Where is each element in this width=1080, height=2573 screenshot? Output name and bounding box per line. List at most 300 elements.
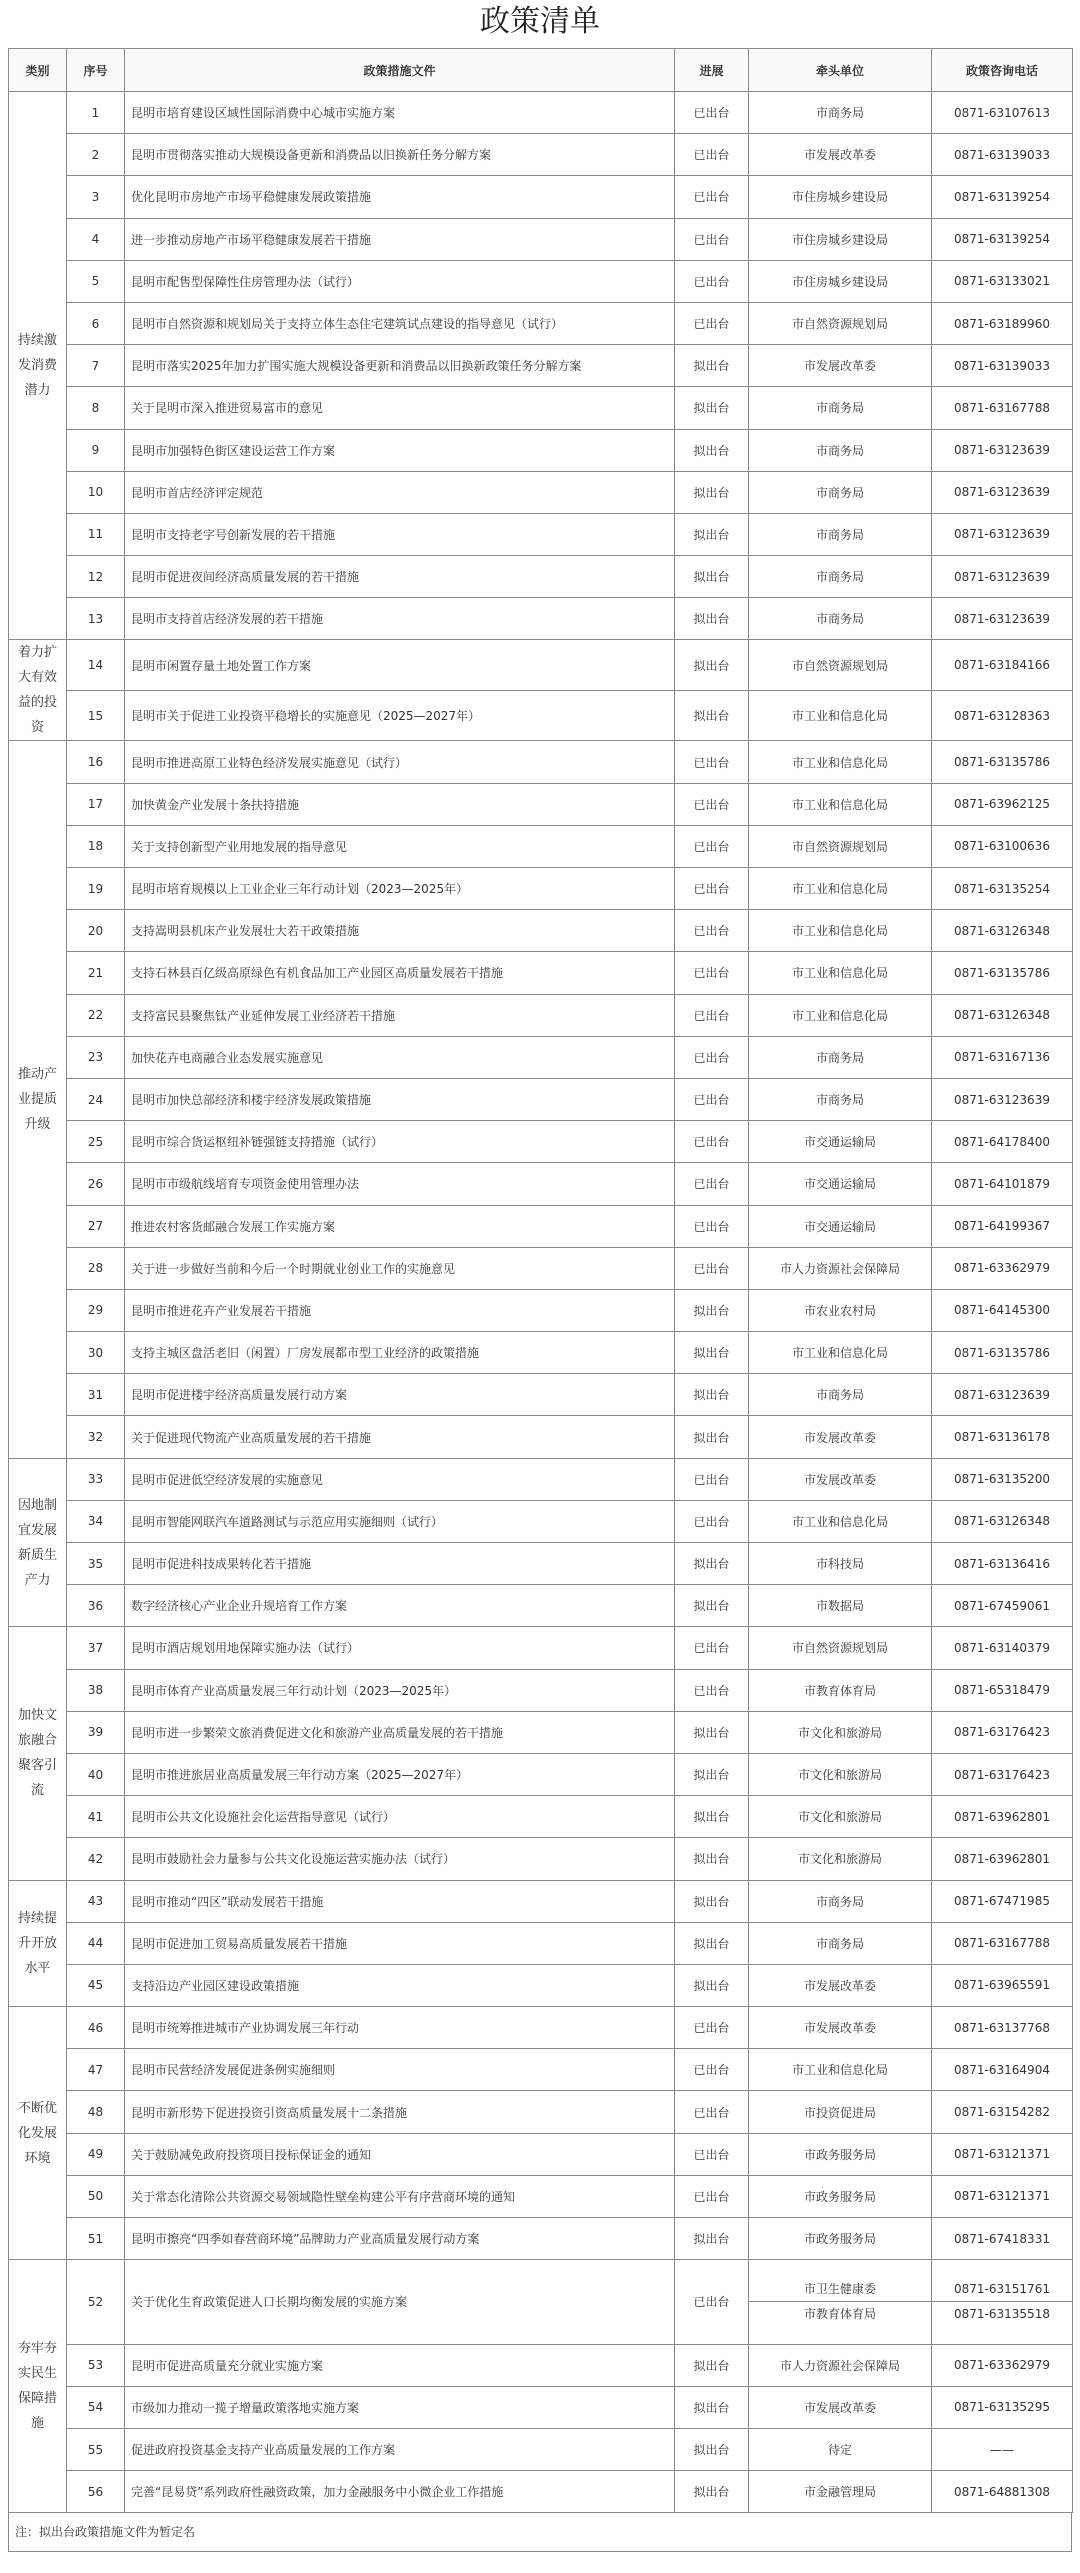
progress-status: 已出台 bbox=[675, 2049, 749, 2091]
progress-status: 拟出台 bbox=[675, 1796, 749, 1838]
policy-name: 昆明市统筹推进城市产业协调发展三年行动 bbox=[125, 2007, 675, 2049]
row-number: 33 bbox=[67, 1458, 125, 1500]
phone-number: 0871-63126348 bbox=[932, 994, 1073, 1036]
lead-unit: 市金融管理局 bbox=[749, 2471, 932, 2513]
policy-name: 促进政府投资基金支持产业高质量发展的工作方案 bbox=[125, 2428, 675, 2470]
phone-number: 0871-67471985 bbox=[932, 1880, 1073, 1922]
policy-name: 昆明市关于促进工业投资平稳增长的实施意见（2025—2027年） bbox=[125, 690, 675, 741]
progress-status: 已出台 bbox=[675, 741, 749, 783]
policy-name: 昆明市首店经济评定规范 bbox=[125, 471, 675, 513]
phone-number: 0871-67459061 bbox=[932, 1585, 1073, 1627]
policy-name: 进一步推动房地产市场平稳健康发展若干措施 bbox=[125, 218, 675, 260]
table-row bbox=[9, 1585, 1073, 1627]
row-number: 14 bbox=[67, 640, 125, 691]
progress-status: 已出台 bbox=[675, 952, 749, 994]
policy-name: 昆明市促进夜间经济高质量发展的若干措施 bbox=[125, 556, 675, 598]
table-row bbox=[9, 910, 1073, 952]
policy-name: 昆明市进一步繁荣文旅消费促进文化和旅游产业高质量发展的若干措施 bbox=[125, 1711, 675, 1753]
progress-status: 拟出台 bbox=[675, 1964, 749, 2006]
phone-number: 0871-63135254 bbox=[932, 868, 1073, 910]
progress-status: 已出台 bbox=[675, 2091, 749, 2133]
lead-unit: 市文化和旅游局 bbox=[749, 1753, 932, 1795]
policy-name: 市级加力推动一揽子增量政策落地实施方案 bbox=[125, 2386, 675, 2428]
row-number: 56 bbox=[67, 2471, 125, 2513]
table-row bbox=[9, 1247, 1073, 1289]
progress-status: 已出台 bbox=[675, 994, 749, 1036]
policy-name: 关于优化生育政策促进人口长期均衡发展的实施方案 bbox=[125, 2260, 675, 2344]
lead-unit: 市交通运输局 bbox=[749, 1121, 932, 1163]
table-row bbox=[9, 1289, 1073, 1331]
table-row bbox=[9, 1205, 1073, 1247]
category-cell: 因地制宜发展新质生产力 bbox=[9, 1458, 67, 1627]
phone-number: 0871-63139033 bbox=[932, 345, 1073, 387]
table-row bbox=[9, 868, 1073, 910]
table-row bbox=[9, 2471, 1073, 2513]
progress-status: 拟出台 bbox=[675, 1880, 749, 1922]
row-number: 10 bbox=[67, 471, 125, 513]
table-row bbox=[9, 513, 1073, 555]
progress-status: 拟出台 bbox=[675, 640, 749, 691]
phone-number: 0871-63139254 bbox=[932, 176, 1073, 218]
table-row bbox=[9, 2344, 1073, 2386]
lead-unit: 市工业和信息化局 bbox=[749, 783, 932, 825]
table-row bbox=[9, 2386, 1073, 2428]
progress-status: 已出台 bbox=[675, 1205, 749, 1247]
lead-unit: 市科技局 bbox=[749, 1543, 932, 1585]
lead-unit: 市商务局 bbox=[749, 513, 932, 555]
row-number: 22 bbox=[67, 994, 125, 1036]
lead-unit: 市自然资源规划局 bbox=[749, 1627, 932, 1669]
phone-number: 0871-63151761 bbox=[954, 2282, 1050, 2297]
phone-number: 0871-63176423 bbox=[932, 1753, 1073, 1795]
phone-number: 0871-63123639 bbox=[932, 513, 1073, 555]
progress-status: 拟出台 bbox=[675, 2218, 749, 2260]
progress-status: 拟出台 bbox=[675, 1838, 749, 1880]
row-number: 21 bbox=[67, 952, 125, 994]
table-row bbox=[9, 471, 1073, 513]
phone-number: 0871-63136178 bbox=[932, 1416, 1073, 1458]
phone-number: 0871-63107613 bbox=[932, 92, 1073, 134]
phone-number: 0871-63126348 bbox=[932, 910, 1073, 952]
lead-unit: 市工业和信息化局 bbox=[749, 910, 932, 952]
header-progress: 进展 bbox=[675, 49, 749, 92]
table-row bbox=[9, 1543, 1073, 1585]
progress-status: 已出台 bbox=[675, 1247, 749, 1289]
row-number: 43 bbox=[67, 1880, 125, 1922]
lead-unit: 市发展改革委 bbox=[749, 1416, 932, 1458]
row-number: 54 bbox=[67, 2386, 125, 2428]
policy-name: 昆明市贯彻落实推动大规模设备更新和消费品以旧换新任务分解方案 bbox=[125, 134, 675, 176]
row-number: 34 bbox=[67, 1500, 125, 1542]
lead-unit: 市商务局 bbox=[749, 92, 932, 134]
table-row bbox=[9, 1753, 1073, 1795]
policy-name: 优化昆明市房地产市场平稳健康发展政策措施 bbox=[125, 176, 675, 218]
progress-status: 拟出台 bbox=[675, 1543, 749, 1585]
phone-number: 0871-63135786 bbox=[932, 1332, 1073, 1374]
row-number: 46 bbox=[67, 2007, 125, 2049]
row-number: 30 bbox=[67, 1332, 125, 1374]
policy-name: 支持嵩明县机床产业发展壮大若干政策措施 bbox=[125, 910, 675, 952]
category-cell: 夯牢夯实民生保障措施 bbox=[9, 2260, 67, 2513]
progress-status: 拟出台 bbox=[675, 345, 749, 387]
lead-unit: 市数据局 bbox=[749, 1585, 932, 1627]
table-row bbox=[9, 92, 1073, 134]
row-number: 20 bbox=[67, 910, 125, 952]
table-row bbox=[9, 1838, 1073, 1880]
policy-name: 完善“昆易贷”系列政府性融资政策，加力金融服务中小微企业工作措施 bbox=[125, 2471, 675, 2513]
progress-status: 已出台 bbox=[675, 218, 749, 260]
row-number: 11 bbox=[67, 513, 125, 555]
progress-status: 已出台 bbox=[675, 2133, 749, 2175]
row-number: 31 bbox=[67, 1374, 125, 1416]
table-row bbox=[9, 556, 1073, 598]
progress-status: 已出台 bbox=[675, 1500, 749, 1542]
row-number: 16 bbox=[67, 741, 125, 783]
phone-number: 0871-63362979 bbox=[932, 1247, 1073, 1289]
lead-unit: 市工业和信息化局 bbox=[749, 994, 932, 1036]
row-number: 41 bbox=[67, 1796, 125, 1838]
row-number: 5 bbox=[67, 260, 125, 302]
policy-name: 昆明市鼓励社会力量参与公共文化设施运营实施办法（试行） bbox=[125, 1838, 675, 1880]
phone-number: 0871-63140379 bbox=[932, 1627, 1073, 1669]
row-number: 50 bbox=[67, 2175, 125, 2217]
lead-unit: 市发展改革委 bbox=[749, 1458, 932, 1500]
table-row bbox=[9, 825, 1073, 867]
row-number: 47 bbox=[67, 2049, 125, 2091]
progress-status: 拟出台 bbox=[675, 513, 749, 555]
row-number: 25 bbox=[67, 1121, 125, 1163]
progress-status: 已出台 bbox=[675, 1036, 749, 1078]
table-row bbox=[9, 2175, 1073, 2217]
progress-status: 拟出台 bbox=[675, 1585, 749, 1627]
policy-name: 推进农村客货邮融合发展工作实施方案 bbox=[125, 1205, 675, 1247]
policy-name: 关于促进现代物流产业高质量发展的若干措施 bbox=[125, 1416, 675, 1458]
lead-unit: 市交通运输局 bbox=[749, 1163, 932, 1205]
progress-status: 已出台 bbox=[675, 2175, 749, 2217]
table-row bbox=[9, 1121, 1073, 1163]
lead-unit: 市商务局 bbox=[749, 1078, 932, 1120]
policy-name: 昆明市公共文化设施社会化运营指导意见（试行） bbox=[125, 1796, 675, 1838]
policy-name: 昆明市配售型保障性住房管理办法（试行） bbox=[125, 260, 675, 302]
lead-unit: 市农业农村局 bbox=[749, 1289, 932, 1331]
row-number: 35 bbox=[67, 1543, 125, 1585]
table-row bbox=[9, 994, 1073, 1036]
table-row bbox=[9, 741, 1073, 783]
row-number: 7 bbox=[67, 345, 125, 387]
phone-number: 0871-63123639 bbox=[932, 1374, 1073, 1416]
table-row bbox=[9, 783, 1073, 825]
progress-status: 拟出台 bbox=[675, 1922, 749, 1964]
table-row bbox=[9, 1669, 1073, 1711]
policy-name: 昆明市智能网联汽车道路测试与示范应用实施细则（试行） bbox=[125, 1500, 675, 1542]
phone-number: 0871-63135200 bbox=[932, 1458, 1073, 1500]
lead-unit: 市商务局 bbox=[749, 556, 932, 598]
progress-status: 拟出台 bbox=[675, 1374, 749, 1416]
phone-number: 0871-65318479 bbox=[932, 1669, 1073, 1711]
lead-unit: 市政务服务局 bbox=[749, 2175, 932, 2217]
category-cell: 持续激发消费潜力 bbox=[9, 92, 67, 640]
policy-name: 昆明市支持首店经济发展的若干措施 bbox=[125, 598, 675, 640]
category-cell: 持续提升开放水平 bbox=[9, 1880, 67, 2007]
policy-name: 昆明市促进科技成果转化若干措施 bbox=[125, 1543, 675, 1585]
table-row bbox=[9, 640, 1073, 691]
phone-number: 0871-63176423 bbox=[932, 1711, 1073, 1753]
row-number: 36 bbox=[67, 1585, 125, 1627]
lead-unit: 市工业和信息化局 bbox=[749, 690, 932, 741]
table-row bbox=[9, 2091, 1073, 2133]
policy-name: 数字经济核心产业企业升规培育工作方案 bbox=[125, 1585, 675, 1627]
category-cell: 推动产业提质升级 bbox=[9, 741, 67, 1458]
category-cell: 加快文旅融合聚客引流 bbox=[9, 1627, 67, 1880]
progress-status: 已出台 bbox=[675, 1163, 749, 1205]
row-number: 9 bbox=[67, 429, 125, 471]
table-row bbox=[9, 1711, 1073, 1753]
lead-unit: 市人力资源社会保障局 bbox=[749, 1247, 932, 1289]
row-number: 24 bbox=[67, 1078, 125, 1120]
progress-status: 已出台 bbox=[675, 1121, 749, 1163]
phone-number: 0871-63126348 bbox=[932, 1500, 1073, 1542]
phone-number: 0871-63167136 bbox=[932, 1036, 1073, 1078]
row-number: 23 bbox=[67, 1036, 125, 1078]
row-number: 28 bbox=[67, 1247, 125, 1289]
progress-status: 拟出台 bbox=[675, 1289, 749, 1331]
policy-name: 昆明市推进旅居业高质量发展三年行动方案（2025—2027年） bbox=[125, 1753, 675, 1795]
policy-name: 昆明市促进楼宇经济高质量发展行动方案 bbox=[125, 1374, 675, 1416]
header-lead-unit: 牵头单位 bbox=[749, 49, 932, 92]
policy-name: 昆明市促进加工贸易高质量发展若干措施 bbox=[125, 1922, 675, 1964]
lead-unit: 市工业和信息化局 bbox=[749, 868, 932, 910]
lead-unit: 市政务服务局 bbox=[749, 2133, 932, 2175]
table-row bbox=[9, 2133, 1073, 2175]
policy-name: 昆明市支持老字号创新发展的若干措施 bbox=[125, 513, 675, 555]
table-row bbox=[9, 952, 1073, 994]
progress-status: 拟出台 bbox=[675, 1711, 749, 1753]
row-number: 27 bbox=[67, 1205, 125, 1247]
lead-unit: 市工业和信息化局 bbox=[749, 1500, 932, 1542]
lead-unit: 市发展改革委 bbox=[749, 2007, 932, 2049]
lead-unit: 市工业和信息化局 bbox=[749, 741, 932, 783]
lead-unit: 市发展改革委 bbox=[749, 2386, 932, 2428]
row-number: 52 bbox=[67, 2260, 125, 2344]
policy-name: 昆明市培育规模以上工业企业三年行动计划（2023—2025年） bbox=[125, 868, 675, 910]
table-row bbox=[9, 1880, 1073, 1922]
category-cell: 着力扩大有效益的投资 bbox=[9, 640, 67, 741]
progress-status: 已出台 bbox=[675, 302, 749, 344]
phone-number: 0871-63121371 bbox=[932, 2175, 1073, 2217]
policy-name: 支持富民县聚焦钛产业延伸发展工业经济若干措施 bbox=[125, 994, 675, 1036]
policy-name: 关于进一步做好当前和今后一个时期就业创业工作的实施意见 bbox=[125, 1247, 675, 1289]
header-document: 政策措施文件 bbox=[125, 49, 675, 92]
lead-unit: 市自然资源规划局 bbox=[749, 825, 932, 867]
row-number: 17 bbox=[67, 783, 125, 825]
table-row bbox=[9, 1374, 1073, 1416]
policy-name: 加快黄金产业发展十条扶持措施 bbox=[125, 783, 675, 825]
row-number: 55 bbox=[67, 2428, 125, 2470]
policy-name: 关于常态化清除公共资源交易领域隐性壁垒构建公平有序营商环境的通知 bbox=[125, 2175, 675, 2217]
phone-number: 0871-63965591 bbox=[932, 1964, 1073, 2006]
table-row bbox=[9, 134, 1073, 176]
footnote: 注：拟出台政策措施文件为暂定名 bbox=[8, 2513, 1072, 2552]
table-header-row bbox=[9, 49, 1073, 92]
policy-name: 支持石林县百亿级高原绿色有机食品加工产业园区高质量发展若干措施 bbox=[125, 952, 675, 994]
lead-unit: 市商务局 bbox=[749, 1922, 932, 1964]
table-row bbox=[9, 1627, 1073, 1669]
table-row bbox=[9, 2260, 1073, 2344]
policy-name: 昆明市推进高原工业特色经济发展实施意见（试行） bbox=[125, 741, 675, 783]
progress-status: 已出台 bbox=[675, 260, 749, 302]
policy-name: 昆明市推动“四区”联动发展若干措施 bbox=[125, 1880, 675, 1922]
lead-unit: 市政务服务局 bbox=[749, 2218, 932, 2260]
phone-number: 0871-63136416 bbox=[932, 1543, 1073, 1585]
policy-name: 昆明市落实2025年加力扩围实施大规模设备更新和消费品以旧换新政策任务分解方案 bbox=[125, 345, 675, 387]
header-phone: 政策咨询电话 bbox=[932, 49, 1073, 92]
policy-name: 昆明市加快总部经济和楼宇经济发展政策措施 bbox=[125, 1078, 675, 1120]
progress-status: 已出台 bbox=[675, 783, 749, 825]
lead-unit: 市交通运输局 bbox=[749, 1205, 932, 1247]
phone-number: 0871-63135295 bbox=[932, 2386, 1073, 2428]
policy-name: 昆明市酒店规划用地保障实施办法（试行） bbox=[125, 1627, 675, 1669]
table-row bbox=[9, 1163, 1073, 1205]
phone-number: 0871-67418331 bbox=[932, 2218, 1073, 2260]
row-number: 45 bbox=[67, 1964, 125, 2006]
lead-unit: 市发展改革委 bbox=[749, 345, 932, 387]
progress-status: 已出台 bbox=[675, 868, 749, 910]
table-row bbox=[9, 345, 1073, 387]
lead-unit: 市住房城乡建设局 bbox=[749, 260, 932, 302]
row-number: 38 bbox=[67, 1669, 125, 1711]
progress-status: 拟出台 bbox=[675, 387, 749, 429]
table-row bbox=[9, 1796, 1073, 1838]
lead-unit: 市商务局 bbox=[749, 471, 932, 513]
policy-name: 加快花卉电商融合业态发展实施意见 bbox=[125, 1036, 675, 1078]
lead-unit: 市文化和旅游局 bbox=[749, 1711, 932, 1753]
phone-number: 0871-63962125 bbox=[932, 783, 1073, 825]
policy-name: 昆明市加强特色街区建设运营工作方案 bbox=[125, 429, 675, 471]
policy-name: 昆明市新形势下促进投资引资高质量发展十二条措施 bbox=[125, 2091, 675, 2133]
row-number: 13 bbox=[67, 598, 125, 640]
policy-name: 昆明市培育建设区域性国际消费中心城市实施方案 bbox=[125, 92, 675, 134]
lead-unit: 市投资促进局 bbox=[749, 2091, 932, 2133]
phone-number: 0871-63184166 bbox=[932, 640, 1073, 691]
table-row bbox=[9, 1078, 1073, 1120]
phone-number: 0871-63154282 bbox=[932, 2091, 1073, 2133]
progress-status: 已出台 bbox=[675, 2007, 749, 2049]
policy-name: 昆明市闲置存量土地处置工作方案 bbox=[125, 640, 675, 691]
table-body bbox=[9, 92, 1073, 2513]
phone-number: 0871-64881308 bbox=[932, 2471, 1073, 2513]
phone-number: 0871-63137768 bbox=[932, 2007, 1073, 2049]
phone-number: 0871-63139033 bbox=[932, 134, 1073, 176]
progress-status: 拟出台 bbox=[675, 471, 749, 513]
policy-name: 昆明市自然资源和规划局关于支持立体生态住宅建筑试点建设的指导意见（试行） bbox=[125, 302, 675, 344]
row-number: 49 bbox=[67, 2133, 125, 2175]
lead-unit-cell bbox=[749, 2260, 932, 2344]
row-number: 32 bbox=[67, 1416, 125, 1458]
progress-status: 拟出台 bbox=[675, 556, 749, 598]
phone-number: 0871-63123639 bbox=[932, 429, 1073, 471]
row-number: 29 bbox=[67, 1289, 125, 1331]
policy-name: 支持沿边产业园区建设政策措施 bbox=[125, 1964, 675, 2006]
row-number: 44 bbox=[67, 1922, 125, 1964]
phone-number: 0871-63189960 bbox=[932, 302, 1073, 344]
progress-status: 拟出台 bbox=[675, 2471, 749, 2513]
lead-unit: 市工业和信息化局 bbox=[749, 2049, 932, 2091]
table-row bbox=[9, 260, 1073, 302]
header-category: 类别 bbox=[9, 49, 67, 92]
phone-number: 0871-64178400 bbox=[932, 1121, 1073, 1163]
row-number: 18 bbox=[67, 825, 125, 867]
lead-unit: 市人力资源社会保障局 bbox=[749, 2344, 932, 2386]
policy-name: 昆明市推进花卉产业发展若干措施 bbox=[125, 1289, 675, 1331]
category-cell: 不断优化发展环境 bbox=[9, 2007, 67, 2260]
table-row bbox=[9, 1500, 1073, 1542]
page-title: 政策清单 bbox=[480, 4, 600, 39]
row-number: 53 bbox=[67, 2344, 125, 2386]
table-row bbox=[9, 2428, 1073, 2470]
row-number: 6 bbox=[67, 302, 125, 344]
progress-status: 拟出台 bbox=[675, 429, 749, 471]
table-row bbox=[9, 2218, 1073, 2260]
policy-name: 关于鼓励减免政府投资项目投标保证金的通知 bbox=[125, 2133, 675, 2175]
policy-table bbox=[8, 48, 1073, 2513]
lead-unit: 市文化和旅游局 bbox=[749, 1796, 932, 1838]
lead-unit: 市教育体育局 bbox=[749, 2301, 931, 2326]
lead-unit: 市发展改革委 bbox=[749, 134, 932, 176]
phone-number: 0871-63962801 bbox=[932, 1796, 1073, 1838]
row-number: 48 bbox=[67, 2091, 125, 2133]
lead-unit: 市自然资源规划局 bbox=[749, 640, 932, 691]
phone-number: 0871-63135786 bbox=[932, 741, 1073, 783]
table-row bbox=[9, 1922, 1073, 1964]
lead-unit: 市教育体育局 bbox=[749, 1669, 932, 1711]
progress-status: 已出台 bbox=[675, 1669, 749, 1711]
policy-name: 昆明市促进低空经济发展的实施意见 bbox=[125, 1458, 675, 1500]
progress-status: 已出台 bbox=[675, 92, 749, 134]
progress-status: 已出台 bbox=[675, 1458, 749, 1500]
lead-unit: 市商务局 bbox=[749, 429, 932, 471]
lead-unit: 市发展改革委 bbox=[749, 1964, 932, 2006]
progress-status: 拟出台 bbox=[675, 2428, 749, 2470]
row-number: 37 bbox=[67, 1627, 125, 1669]
table-row bbox=[9, 218, 1073, 260]
progress-status: 已出台 bbox=[675, 176, 749, 218]
table-row bbox=[9, 1332, 1073, 1374]
table-row bbox=[9, 1416, 1073, 1458]
phone-number: 0871-63135786 bbox=[932, 952, 1073, 994]
phone-number: 0871-63167788 bbox=[932, 387, 1073, 429]
policy-name: 支持主城区盘活老旧（闲置）厂房发展都市型工业经济的政策措施 bbox=[125, 1332, 675, 1374]
table-row bbox=[9, 387, 1073, 429]
table-row bbox=[9, 429, 1073, 471]
row-number: 51 bbox=[67, 2218, 125, 2260]
lead-unit: 市卫生健康委 bbox=[803, 2282, 876, 2297]
phone-number: 0871-63128363 bbox=[932, 690, 1073, 741]
table-row bbox=[9, 2049, 1073, 2091]
row-number: 1 bbox=[67, 92, 125, 134]
policy-name: 关于昆明市深入推进贸易富市的意见 bbox=[125, 387, 675, 429]
policy-table-container bbox=[8, 48, 1072, 2552]
phone-number: 0871-63133021 bbox=[932, 260, 1073, 302]
progress-status: 拟出台 bbox=[675, 1753, 749, 1795]
table-row bbox=[9, 690, 1073, 741]
lead-unit: 市商务局 bbox=[749, 387, 932, 429]
phone-number: 0871-64145300 bbox=[932, 1289, 1073, 1331]
row-number: 26 bbox=[67, 1163, 125, 1205]
lead-unit: 市文化和旅游局 bbox=[749, 1838, 932, 1880]
phone-number: 0871-63123639 bbox=[932, 1078, 1073, 1120]
policy-name: 昆明市民营经济发展促进条例实施细则 bbox=[125, 2049, 675, 2091]
phone-number: 0871-63123639 bbox=[932, 556, 1073, 598]
